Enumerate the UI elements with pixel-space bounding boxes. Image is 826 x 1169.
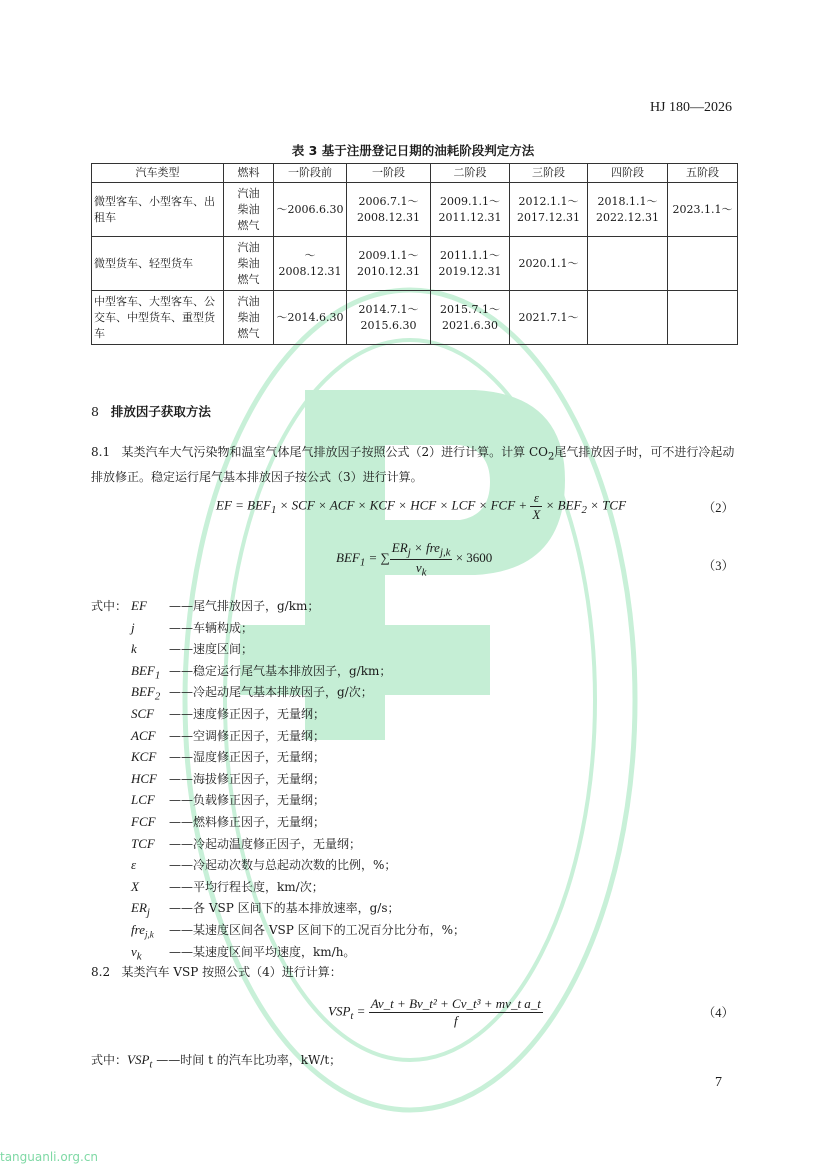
watermark-url: tanguanli.org.cn [0, 1150, 99, 1164]
paragraph-text: 某类汽车 VSP 按照公式（4）进行计算： [121, 965, 342, 979]
stage-cell: 2009.1.1～ 2010.12.31 [347, 237, 431, 291]
definition-row [91, 854, 396, 875]
eq-sub: k [421, 566, 427, 579]
stage-cell: 2011.1.1～ 2019.12.31 [431, 237, 510, 291]
table-header-cell: 三阶段 [510, 164, 588, 183]
def-symbol: HCF [131, 770, 157, 786]
page-number: 7 [715, 1075, 722, 1090]
fuel-cell: 汽油 柴油 燃气 [224, 291, 274, 345]
table-header-cell: 汽车类型 [92, 164, 224, 183]
def-symbol: ε [131, 857, 137, 873]
definition-row [91, 617, 253, 638]
paragraph-text: 某类汽车大气污染物和温室气体尾气排放因子按照公式（2）进行计算。计算 CO [121, 445, 549, 459]
stage-cell [588, 291, 668, 345]
def-symbol: fre$_{j,k}$ [131, 922, 154, 940]
table-header-cell: 一阶段前 [274, 164, 347, 183]
def-desc: ——冷起动温度修正因子，无量纲； [169, 836, 362, 851]
eq-denominator [390, 560, 453, 579]
eq-numerator [390, 540, 453, 560]
eq-fraction [369, 996, 543, 1029]
eq-text: = ∑ [365, 550, 390, 566]
document-code: HJ 180—2026 [649, 100, 732, 115]
equation-number: （3） [702, 559, 734, 573]
equation-3 [336, 540, 492, 578]
def-desc: ——海拔修正因子，无量纲； [169, 771, 326, 786]
definition-row [91, 919, 465, 940]
definition-row [91, 811, 325, 832]
table-header-cell: 一阶段 [347, 164, 431, 183]
eq-text: v [415, 559, 422, 575]
equation-number: （4） [702, 1006, 734, 1020]
eq-sub: j [407, 546, 411, 559]
equation-4: $VSP_t$ = $\frac{\text{Av\_t + Bv\_t² + Cv\_t³ + mv\_t a\_t}}{f}$ [328, 996, 541, 1028]
def-symbol: X [131, 878, 139, 894]
def-symbol: $ER_j$ [131, 900, 150, 919]
def-desc: ——空调修正因子，无量纲； [169, 728, 326, 743]
paragraph-8-2 [91, 962, 741, 983]
eq-numerator: ε [530, 490, 542, 507]
stage-cell: 2014.7.1～ 2015.6.30 [347, 291, 431, 345]
table-caption: 表 3 基于注册登记日期的油耗阶段判定方法 [291, 143, 535, 158]
vehicle-type-cell: 微型客车、小型客车、出租车 [92, 183, 224, 237]
eq-text: × fre [410, 540, 440, 555]
definition-row [91, 681, 373, 702]
definition-row [91, 941, 355, 962]
def-symbol: $BEF_1$ [131, 662, 161, 682]
definition-row [91, 703, 325, 724]
eq-fraction [530, 490, 542, 523]
fuel-cell: 汽油 柴油 燃气 [224, 183, 274, 237]
stage-cell: 2018.1.1～ 2022.12.31 [588, 183, 668, 237]
definition-row [91, 833, 361, 854]
def-desc: ——尾气排放因子，g/km； [169, 599, 320, 613]
eq-denominator: X [532, 507, 541, 522]
stage-cell [668, 291, 738, 345]
paragraph-text: 尾气排放因子时，可不进行冷起动排放修正。稳定运行尾气基本排放因子按公式（3）进行计算。 [91, 445, 735, 485]
eq-text: × 3600 [452, 550, 493, 566]
subscript: 2 [548, 451, 555, 463]
def-desc: ——燃料修正因子，无量纲； [169, 815, 326, 829]
def-symbol: LCF [131, 792, 155, 808]
eq-text: × SCF × ACF × KCF × HCF × LCF × FCF + [276, 497, 531, 513]
stage-cell: 2015.7.1～ 2021.6.30 [431, 291, 510, 345]
definition-row [91, 897, 399, 918]
def-symbol: SCF [131, 706, 155, 721]
def-desc: ——各 VSP 区间下的基本排放速率，g/s； [169, 901, 400, 916]
definition-row [91, 768, 325, 789]
def-desc: ——某速度区间平均速度，km/h。 [169, 944, 356, 959]
def-symbol: KCF [131, 749, 157, 765]
eq-sub: t [350, 1010, 354, 1023]
def-symbol: $VSP_t$ [127, 1052, 153, 1071]
def-desc: ——稳定运行尾气基本排放因子，g/km； [169, 663, 392, 678]
stage-cell [668, 237, 738, 291]
eq-sub: 1 [359, 556, 366, 569]
stage-cell: ～2014.6.30 [274, 291, 347, 345]
table-header-row [92, 164, 738, 183]
vehicle-type-cell: 微型货车、轻型货车 [92, 237, 224, 291]
equation-2 [216, 490, 626, 523]
definition-row [91, 746, 325, 767]
def-desc: ——速度区间； [169, 642, 254, 657]
def-symbol: j [131, 619, 135, 635]
eq-text: VSP [328, 1003, 351, 1019]
def-desc: ——平均行程长度，km/次； [169, 879, 324, 894]
stage-cell [588, 237, 668, 291]
section-number: 8 [91, 404, 99, 419]
paragraph-number: 8.2 [91, 965, 111, 979]
def-symbol: k [131, 641, 137, 657]
eq-text: × TCF [586, 497, 627, 513]
stage-cell: 2006.7.1～ 2008.12.31 [347, 183, 431, 237]
table-row [92, 237, 738, 291]
table-header-cell: 二阶段 [431, 164, 510, 183]
table-header-cell: 燃料 [224, 164, 274, 183]
stage-cell: 2021.7.1～ [510, 291, 588, 345]
def-symbol: FCF [131, 814, 156, 829]
fuel-stage-table [91, 163, 738, 345]
eq-text: ER [391, 540, 408, 555]
def-symbol: $v_k$ [131, 943, 142, 963]
stage-cell: 2020.1.1～ [510, 237, 588, 291]
stage-cell: 2009.1.1～ 2011.12.31 [431, 183, 510, 237]
section-heading [91, 402, 211, 420]
eq-text: × BEF [542, 497, 582, 513]
table-row [92, 183, 738, 237]
def-desc: ——湿度修正因子，无量纲； [169, 750, 326, 765]
fuel-cell: 汽油 柴油 燃气 [224, 237, 274, 291]
definition-row [91, 725, 325, 746]
def-symbol: $BEF_2$ [131, 684, 161, 703]
vehicle-type-cell: 中型客车、大型客车、公交车、中型货车、重型货车 [92, 291, 224, 345]
def-symbol: ACF [131, 727, 156, 743]
paragraph-8-1 [91, 442, 741, 488]
eq-denominator: f [453, 1013, 458, 1028]
def-desc: ——时间 t 的汽车比功率，kW/t； [156, 1053, 342, 1067]
def-symbol: TCF [131, 835, 155, 851]
section-title: 排放因子获取方法 [110, 404, 211, 419]
def-desc: ——冷起动次数与总起动次数的比例，%； [169, 858, 397, 873]
definition-row [91, 595, 319, 616]
paragraph-number: 8.1 [91, 445, 111, 459]
table-header-cell: 五阶段 [668, 164, 738, 183]
eq-sub: 1 [270, 504, 277, 517]
def-desc: ——负载修正因子，无量纲； [169, 793, 326, 808]
eq-text: BEF [336, 550, 360, 566]
def-desc: ——某速度区间各 VSP 区间下的工况百分比分布，%； [169, 923, 465, 937]
stage-cell: ～2008.12.31 [274, 237, 347, 291]
eq-numerator: Av_t + Bv_t² + Cv_t³ + mv_t a_t [370, 996, 541, 1011]
def-desc: ——车辆构成； [169, 620, 254, 635]
eq-fraction [390, 540, 453, 578]
def-desc: ——冷起动尾气基本排放因子，g/次； [169, 685, 373, 700]
table-header-cell: 四阶段 [588, 164, 668, 183]
table-row [92, 291, 738, 345]
stage-cell: 2012.1.1～ 2017.12.31 [510, 183, 588, 237]
eq-sub: 2 [581, 504, 587, 517]
stage-cell: ～2006.6.30 [274, 183, 347, 237]
definition-row [91, 638, 253, 659]
defs-prefix: 式中： [91, 1053, 128, 1067]
equation-number: （2） [702, 501, 734, 515]
stage-cell: 2023.1.1～ [668, 183, 738, 237]
definition-row [91, 1049, 341, 1070]
defs-prefix: 式中： [91, 599, 128, 613]
def-symbol: EF [131, 598, 147, 613]
definition-row [91, 876, 324, 897]
eq-sub: j,k [439, 546, 451, 559]
definition-row [91, 789, 325, 810]
definition-row [91, 660, 391, 681]
def-desc: ——速度修正因子，无量纲； [169, 707, 326, 721]
eq-text: EF = BEF [216, 497, 271, 513]
